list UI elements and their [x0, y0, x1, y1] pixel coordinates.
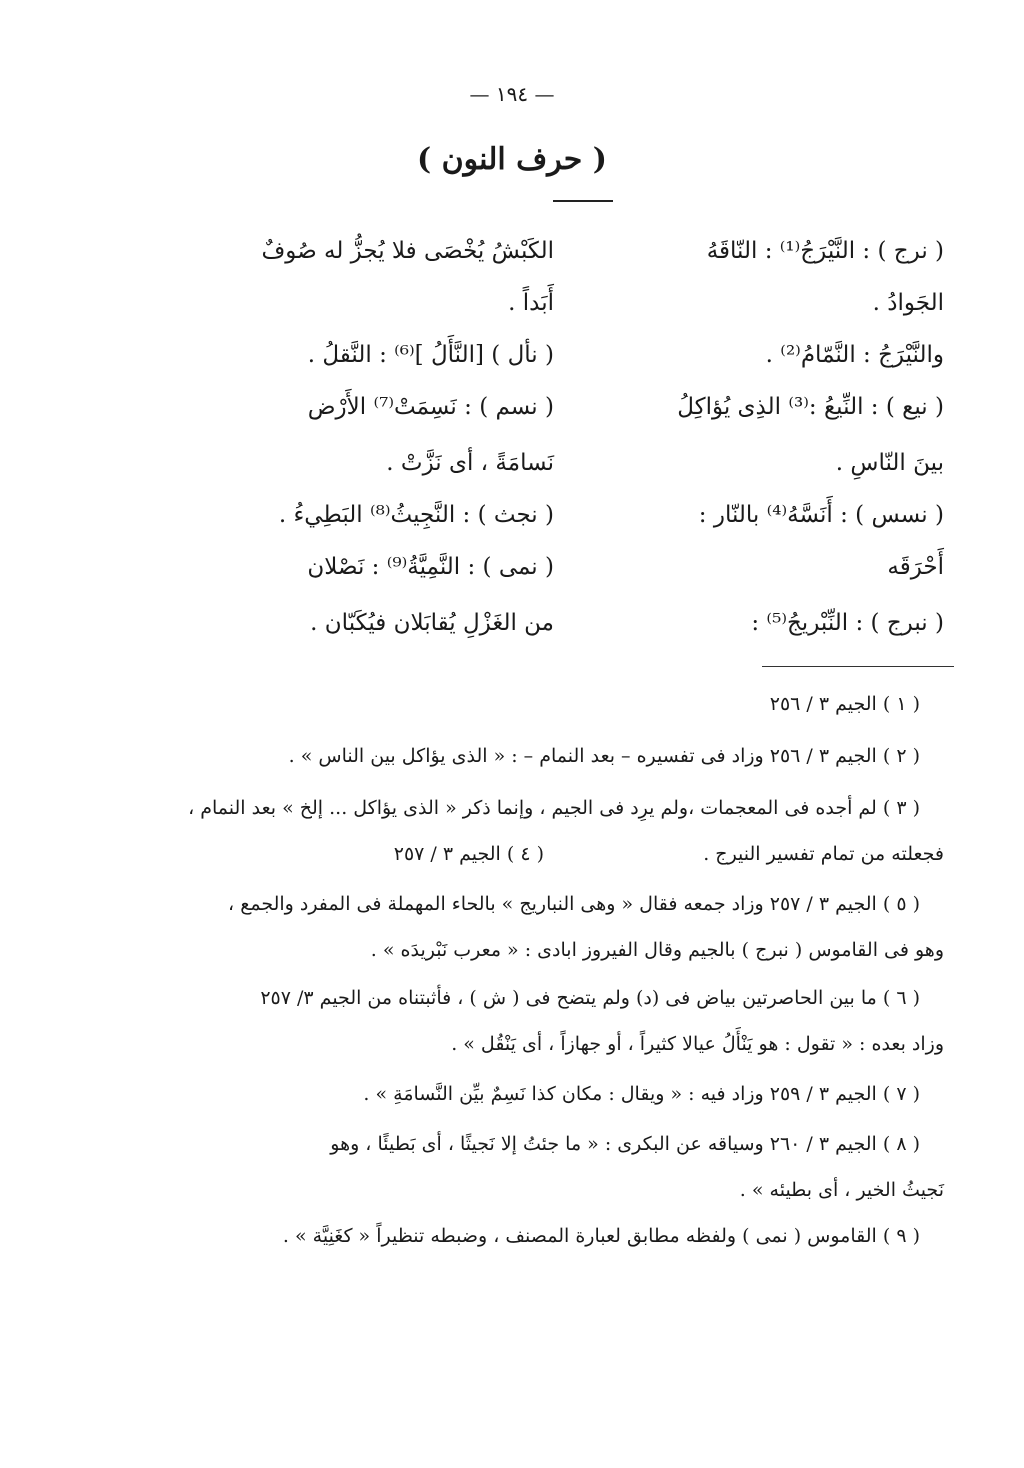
footnote-1: ( ١ ) الجيم ٣ / ٢٥٦: [769, 693, 920, 715]
footnote-4: ( ٤ ) الجيم ٣ / ٢٥٧: [393, 843, 544, 865]
section-heading: ( حرف النون ): [417, 142, 607, 177]
footnote-3: ( ٣ ) لم أجده فى المعجمات ،ولم يرِد فى الجيم ، وإنما ذكر « الذى يؤاكل ... إلخ » بعد النمام ،: [188, 797, 920, 819]
footnote-6: ( ٦ ) ما بين الحاصرتين بياض فى (د) ولم يتضح فى ( ش ) ، فأثبتناه من الجيم ٣/ ٢٥٧: [260, 987, 920, 1009]
entry-line: بينَ النّاسِ .: [835, 450, 944, 476]
footnote-8: ( ٨ ) الجيم ٣ / ٢٦٠ وسياقه عن البكرى : « ما جئتُ إلا نَجيثًا ، أى بَطيئًا ، وهو: [330, 1133, 920, 1155]
footnote-3-cont: فجعلته من تمام تفسير النيرج .: [703, 843, 944, 865]
footnote-5-cont: وهو فى القاموس ( نبرج ) بالجيم وقال الفيروز ابادى : « معرب نَبْريدَه » .: [370, 939, 944, 961]
entry-line: ( نمى ) : النَّمِيَّةُ⁽⁹⁾ : نَصْلان: [307, 554, 554, 580]
entry-line: ( نسس ) : أَنَسَّهُ⁽⁴⁾ بالنّار :: [698, 502, 944, 528]
footnote-2: ( ٢ ) الجيم ٣ / ٢٥٦ وزاد فى تفسيره – بعد النمام – : « الذى يؤاكل بين الناس » .: [288, 745, 920, 767]
entry-line: الكَبْشُ يُخْصَى فلا يُجزُّ له صُوفٌ: [261, 238, 554, 264]
entry-line: ( نسم ) : نَسِمَتْ⁽⁷⁾ الأَرْض: [307, 394, 554, 420]
entry-line: أَبَداً .: [508, 290, 554, 316]
footnote-9: ( ٩ ) القاموس ( نمى ) ولفظه مطابق لعبارة المصنف ، وضبطه تنظيراً « كغَنِيَّة » .: [282, 1225, 920, 1247]
footnote-8-cont: نَجيثُ الخير ، أى بطيئه » .: [739, 1179, 944, 1201]
footnote-7: ( ٧ ) الجيم ٣ / ٢٥٩ وزاد فيه : « ويقال : مكان كذا نَسِمٌ بيِّن النَّسامَةِ » .: [363, 1083, 920, 1105]
entry-line: نَسامَةً ، أى نَزَّتْ .: [386, 450, 554, 476]
entry-line: من الغَزْلِ يُقابَلان فيُكَبّان .: [310, 610, 554, 636]
entry-line: ( نجث ) : النَّجِيثُ⁽⁸⁾ البَطِيءُ .: [278, 502, 554, 528]
entry-line: أَحْرَقَه: [887, 554, 944, 580]
footnote-5: ( ٥ ) الجيم ٣ / ٢٥٧ وزاد جمعه فقال « وهى النباريج » بالحاء المهملة فى المفرد والجمع ،: [228, 893, 920, 915]
entry-line: ( نأل ) [النَّأَلُ ]⁽⁶⁾ : النَّقلُ .: [307, 342, 554, 368]
footnote-6-cont: وزاد بعده : « تقول : هو يَنْأَلُ عيالا كثيراً ، أو جهازاً ، أى يَنْقُل » .: [451, 1033, 944, 1055]
entry-line: ( نبرج ) : النِّبْريجُ⁽⁵⁾ :: [751, 610, 944, 636]
heading-rule: [553, 200, 613, 202]
entry-line: الجَوادُ .: [872, 290, 944, 316]
footnote-separator: [762, 666, 954, 667]
entry-line: ( نيع ) : النِّيعُ :⁽³⁾ الذِى يُؤاكِلُ: [677, 394, 944, 420]
entry-line: والنَّيْرَجُ : النَّمّامُ⁽²⁾ .: [765, 342, 944, 368]
entry-line: ( نرج ) : النَّيْرَجُ⁽¹⁾ : النّاقَهُ: [706, 238, 944, 264]
page-number: — ١٩٤ —: [469, 82, 555, 106]
